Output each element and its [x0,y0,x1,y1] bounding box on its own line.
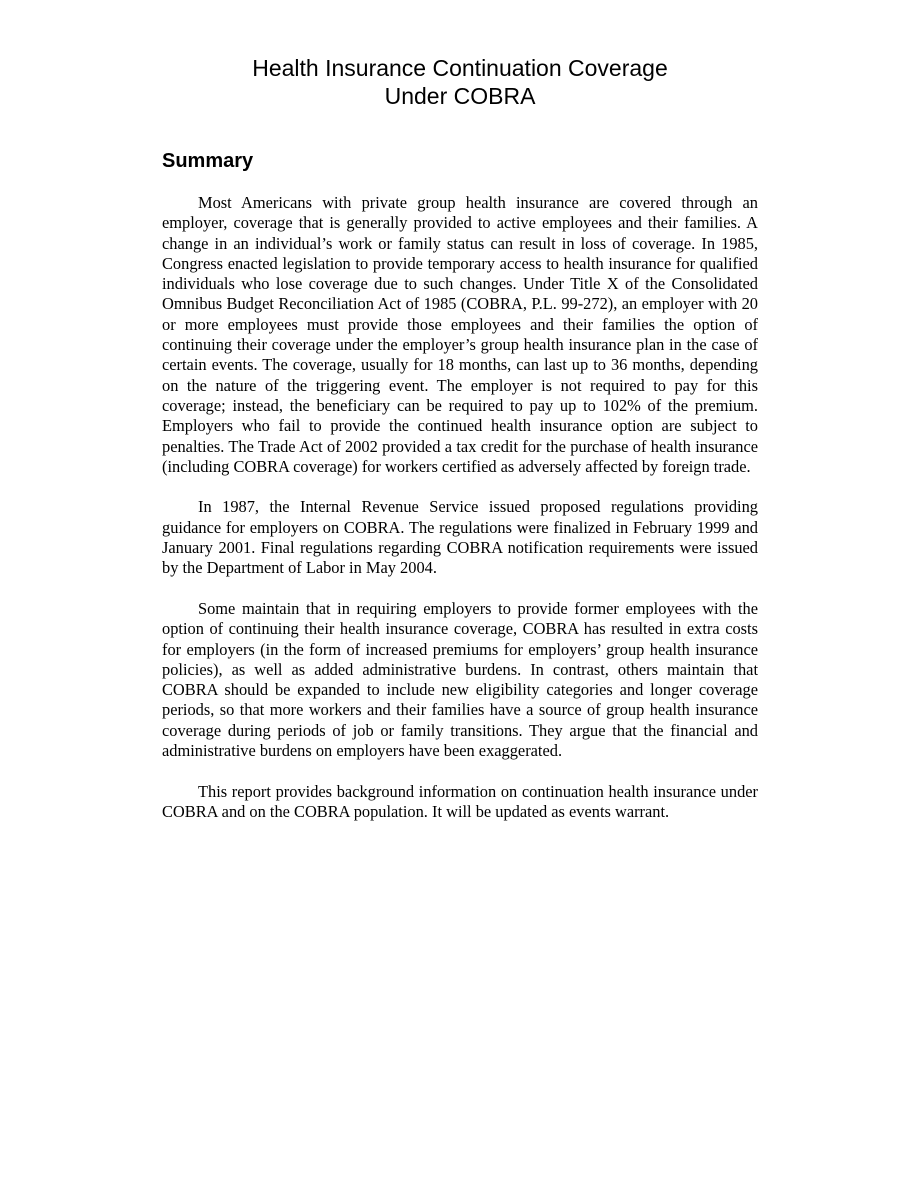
section-heading-summary: Summary [162,150,254,172]
paragraph: Most Americans with private group health insurance are covered through an employer, coverage that is generally provided to active employees and their families. A change in an individual’s work or family status can result in loss of coverage. In 1985, Congress enacted legislation to provide temporary access to health insurance for qualified individuals who lose coverage due to such changes. Under Title X of the Consolidated Omnibus Budget Reconciliation Act of 1985 (COBRA, P.L. 99-272), an employer with 20 or more employees must provide those employees and their families the option of continuing their coverage under the employer’s group health insurance plan in the case of certain events. The coverage, usually for 18 months, can last up to 36 months, depending on the nature of the triggering event. The employer is not required to pay for this coverage; instead, the beneficiary can be required to pay up to 102% of the premium. Employers who fail to provide the continued health insurance option are subject to penalties. The Trade Act of 2002 provided a tax credit for the purchase of health insurance (including COBRA coverage) for workers certified as adversely affected by foreign trade. [162,193,758,476]
title-line-1: Health Insurance Continuation Coverage [252,55,668,81]
title-line-2: Under COBRA [384,83,536,109]
paragraph: This report provides background information on continuation health insurance under COBRA and on the COBRA population. It will be updated as events warrant. [162,781,758,821]
document-title [0,54,920,110]
paragraph: In 1987, the Internal Revenue Service issued proposed regulations providing guidance for employers on COBRA. The regulations were finalized in February 1999 and January 2001. Final regulations regarding COBRA notification requirements were issued by the Department of Labor in May 2004. [162,497,758,578]
paragraph: Some maintain that in requiring employers to provide former employees with the option of continuing their health insurance coverage, COBRA has resulted in extra costs for employers (in the form of increased premiums for employers’ group health insurance policies), as well as added administrative burdens. In contrast, others maintain that COBRA should be expanded to include new eligibility categories and longer coverage periods, so that more workers and their families have a source of group health insurance coverage during periods of job or family transitions. They argue that the financial and administrative burdens on employers have been exaggerated. [162,598,758,761]
summary-body [162,193,758,843]
